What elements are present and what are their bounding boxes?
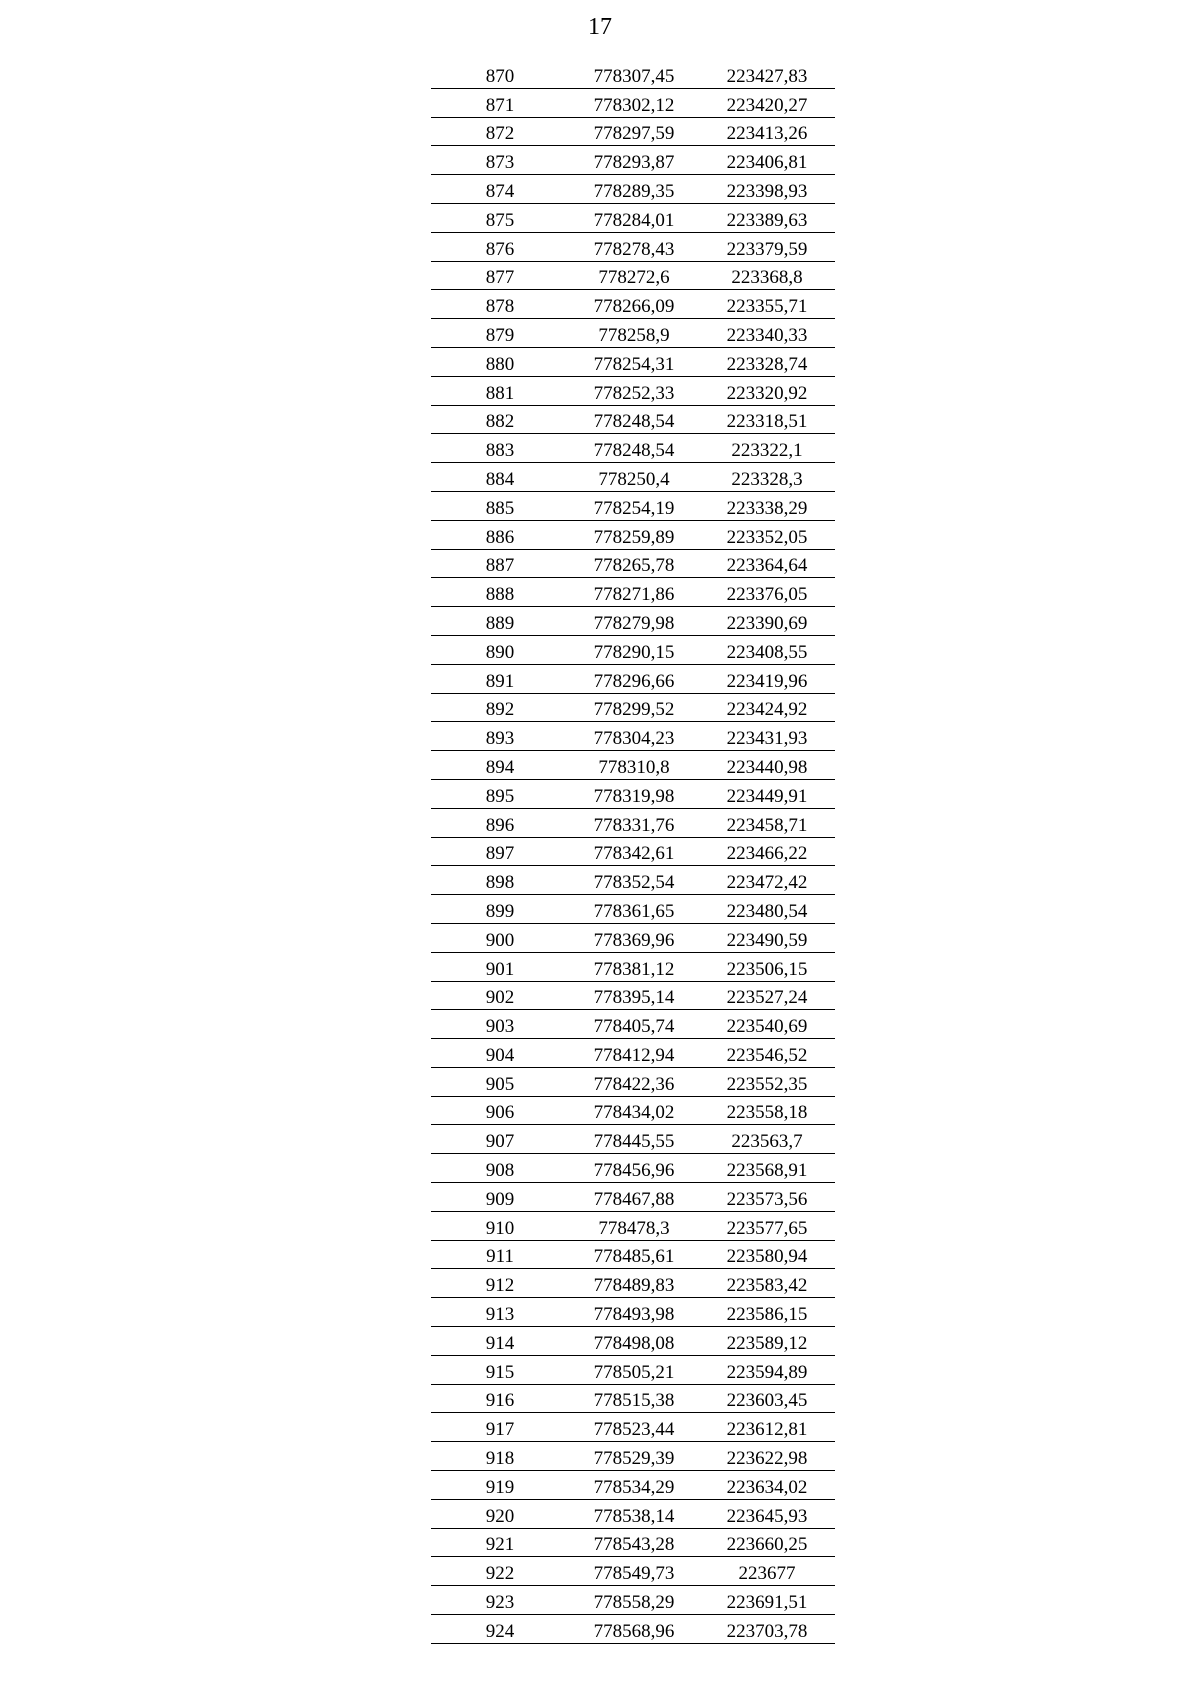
point-number-cell: 890 bbox=[431, 635, 569, 664]
point-number-cell: 912 bbox=[431, 1269, 569, 1298]
y-coordinate-cell: 223379,59 bbox=[699, 232, 835, 261]
point-number-cell: 896 bbox=[431, 808, 569, 837]
x-coordinate-cell: 778293,87 bbox=[569, 146, 699, 175]
point-number-cell: 900 bbox=[431, 923, 569, 952]
point-number-cell: 894 bbox=[431, 751, 569, 780]
y-coordinate-cell: 223364,64 bbox=[699, 549, 835, 578]
x-coordinate-cell: 778381,12 bbox=[569, 952, 699, 981]
point-number-cell: 910 bbox=[431, 1211, 569, 1240]
x-coordinate-cell: 778405,74 bbox=[569, 1010, 699, 1039]
point-number-cell: 879 bbox=[431, 319, 569, 348]
point-number-cell: 909 bbox=[431, 1183, 569, 1212]
table-row bbox=[431, 232, 835, 261]
table-row bbox=[431, 866, 835, 895]
table-row bbox=[431, 376, 835, 405]
y-coordinate-cell: 223603,45 bbox=[699, 1384, 835, 1413]
x-coordinate-cell: 778310,8 bbox=[569, 751, 699, 780]
table-row bbox=[431, 1067, 835, 1096]
y-coordinate-cell: 223322,1 bbox=[699, 434, 835, 463]
table-row bbox=[431, 1413, 835, 1442]
y-coordinate-cell: 223573,56 bbox=[699, 1183, 835, 1212]
point-number-cell: 888 bbox=[431, 578, 569, 607]
point-number-cell: 898 bbox=[431, 866, 569, 895]
x-coordinate-cell: 778412,94 bbox=[569, 1039, 699, 1068]
table-row bbox=[431, 491, 835, 520]
point-number-cell: 914 bbox=[431, 1327, 569, 1356]
x-coordinate-cell: 778290,15 bbox=[569, 635, 699, 664]
point-number-cell: 902 bbox=[431, 981, 569, 1010]
x-coordinate-cell: 778258,9 bbox=[569, 319, 699, 348]
y-coordinate-cell: 223594,89 bbox=[699, 1355, 835, 1384]
y-coordinate-cell: 223480,54 bbox=[699, 895, 835, 924]
point-number-cell: 880 bbox=[431, 347, 569, 376]
table-row bbox=[431, 1327, 835, 1356]
x-coordinate-cell: 778534,29 bbox=[569, 1471, 699, 1500]
x-coordinate-cell: 778302,12 bbox=[569, 88, 699, 117]
point-number-cell: 874 bbox=[431, 175, 569, 204]
point-number-cell: 901 bbox=[431, 952, 569, 981]
x-coordinate-cell: 778297,59 bbox=[569, 117, 699, 146]
y-coordinate-cell: 223408,55 bbox=[699, 635, 835, 664]
x-coordinate-cell: 778489,83 bbox=[569, 1269, 699, 1298]
y-coordinate-cell: 223589,12 bbox=[699, 1327, 835, 1356]
table-row bbox=[431, 1240, 835, 1269]
y-coordinate-cell: 223427,83 bbox=[699, 60, 835, 88]
point-number-cell: 881 bbox=[431, 376, 569, 405]
x-coordinate-cell: 778278,43 bbox=[569, 232, 699, 261]
y-coordinate-cell: 223338,29 bbox=[699, 491, 835, 520]
table-row bbox=[431, 1183, 835, 1212]
x-coordinate-cell: 778558,29 bbox=[569, 1586, 699, 1615]
x-coordinate-cell: 778254,19 bbox=[569, 491, 699, 520]
point-number-cell: 885 bbox=[431, 491, 569, 520]
x-coordinate-cell: 778352,54 bbox=[569, 866, 699, 895]
point-number-cell: 919 bbox=[431, 1471, 569, 1500]
y-coordinate-cell: 223340,33 bbox=[699, 319, 835, 348]
x-coordinate-cell: 778456,96 bbox=[569, 1154, 699, 1183]
x-coordinate-cell: 778266,09 bbox=[569, 290, 699, 319]
x-coordinate-cell: 778543,28 bbox=[569, 1528, 699, 1557]
y-coordinate-cell: 223558,18 bbox=[699, 1096, 835, 1125]
table-row bbox=[431, 578, 835, 607]
x-coordinate-cell: 778467,88 bbox=[569, 1183, 699, 1212]
point-number-cell: 903 bbox=[431, 1010, 569, 1039]
y-coordinate-cell: 223352,05 bbox=[699, 520, 835, 549]
point-number-cell: 922 bbox=[431, 1557, 569, 1586]
x-coordinate-cell: 778498,08 bbox=[569, 1327, 699, 1356]
x-coordinate-cell: 778515,38 bbox=[569, 1384, 699, 1413]
table-row bbox=[431, 1269, 835, 1298]
y-coordinate-cell: 223563,7 bbox=[699, 1125, 835, 1154]
table-row bbox=[431, 347, 835, 376]
y-coordinate-cell: 223660,25 bbox=[699, 1528, 835, 1557]
table-row bbox=[431, 1154, 835, 1183]
y-coordinate-cell: 223577,65 bbox=[699, 1211, 835, 1240]
x-coordinate-cell: 778307,45 bbox=[569, 60, 699, 88]
table-row bbox=[431, 1010, 835, 1039]
x-coordinate-cell: 778299,52 bbox=[569, 693, 699, 722]
y-coordinate-cell: 223398,93 bbox=[699, 175, 835, 204]
point-number-cell: 872 bbox=[431, 117, 569, 146]
y-coordinate-cell: 223420,27 bbox=[699, 88, 835, 117]
table-row bbox=[431, 1615, 835, 1644]
table-row bbox=[431, 693, 835, 722]
table-row bbox=[431, 60, 835, 88]
point-number-cell: 907 bbox=[431, 1125, 569, 1154]
point-number-cell: 895 bbox=[431, 779, 569, 808]
point-number-cell: 906 bbox=[431, 1096, 569, 1125]
y-coordinate-cell: 223390,69 bbox=[699, 607, 835, 636]
point-number-cell: 884 bbox=[431, 463, 569, 492]
x-coordinate-cell: 778493,98 bbox=[569, 1298, 699, 1327]
y-coordinate-cell: 223466,22 bbox=[699, 837, 835, 866]
y-coordinate-cell: 223691,51 bbox=[699, 1586, 835, 1615]
y-coordinate-cell: 223328,74 bbox=[699, 347, 835, 376]
y-coordinate-cell: 223440,98 bbox=[699, 751, 835, 780]
x-coordinate-cell: 778505,21 bbox=[569, 1355, 699, 1384]
table-row bbox=[431, 463, 835, 492]
x-coordinate-cell: 778259,89 bbox=[569, 520, 699, 549]
table-row bbox=[431, 1355, 835, 1384]
y-coordinate-cell: 223320,92 bbox=[699, 376, 835, 405]
table-row bbox=[431, 952, 835, 981]
y-coordinate-cell: 223622,98 bbox=[699, 1442, 835, 1471]
y-coordinate-cell: 223527,24 bbox=[699, 981, 835, 1010]
x-coordinate-cell: 778296,66 bbox=[569, 664, 699, 693]
table-row bbox=[431, 1298, 835, 1327]
y-coordinate-cell: 223506,15 bbox=[699, 952, 835, 981]
table-row bbox=[431, 923, 835, 952]
x-coordinate-cell: 778523,44 bbox=[569, 1413, 699, 1442]
point-number-cell: 876 bbox=[431, 232, 569, 261]
point-number-cell: 873 bbox=[431, 146, 569, 175]
y-coordinate-cell: 223368,8 bbox=[699, 261, 835, 290]
coordinates-table-body bbox=[431, 60, 835, 1643]
table-row bbox=[431, 837, 835, 866]
point-number-cell: 875 bbox=[431, 203, 569, 232]
x-coordinate-cell: 778284,01 bbox=[569, 203, 699, 232]
point-number-cell: 870 bbox=[431, 60, 569, 88]
table-row bbox=[431, 146, 835, 175]
x-coordinate-cell: 778395,14 bbox=[569, 981, 699, 1010]
y-coordinate-cell: 223612,81 bbox=[699, 1413, 835, 1442]
point-number-cell: 911 bbox=[431, 1240, 569, 1269]
y-coordinate-cell: 223318,51 bbox=[699, 405, 835, 434]
x-coordinate-cell: 778331,76 bbox=[569, 808, 699, 837]
x-coordinate-cell: 778361,65 bbox=[569, 895, 699, 924]
point-number-cell: 891 bbox=[431, 664, 569, 693]
y-coordinate-cell: 223677 bbox=[699, 1557, 835, 1586]
y-coordinate-cell: 223586,15 bbox=[699, 1298, 835, 1327]
table-row bbox=[431, 88, 835, 117]
table-row bbox=[431, 1586, 835, 1615]
y-coordinate-cell: 223419,96 bbox=[699, 664, 835, 693]
table-row bbox=[431, 1384, 835, 1413]
point-number-cell: 923 bbox=[431, 1586, 569, 1615]
x-coordinate-cell: 778248,54 bbox=[569, 434, 699, 463]
x-coordinate-cell: 778279,98 bbox=[569, 607, 699, 636]
point-number-cell: 920 bbox=[431, 1499, 569, 1528]
x-coordinate-cell: 778271,86 bbox=[569, 578, 699, 607]
x-coordinate-cell: 778254,31 bbox=[569, 347, 699, 376]
table-row bbox=[431, 261, 835, 290]
point-number-cell: 897 bbox=[431, 837, 569, 866]
table-row bbox=[431, 808, 835, 837]
y-coordinate-cell: 223449,91 bbox=[699, 779, 835, 808]
table-row bbox=[431, 779, 835, 808]
table-row bbox=[431, 751, 835, 780]
table-row bbox=[431, 895, 835, 924]
x-coordinate-cell: 778252,33 bbox=[569, 376, 699, 405]
table-row bbox=[431, 520, 835, 549]
y-coordinate-cell: 223580,94 bbox=[699, 1240, 835, 1269]
y-coordinate-cell: 223389,63 bbox=[699, 203, 835, 232]
point-number-cell: 924 bbox=[431, 1615, 569, 1644]
y-coordinate-cell: 223583,42 bbox=[699, 1269, 835, 1298]
x-coordinate-cell: 778445,55 bbox=[569, 1125, 699, 1154]
y-coordinate-cell: 223552,35 bbox=[699, 1067, 835, 1096]
x-coordinate-cell: 778319,98 bbox=[569, 779, 699, 808]
table-row bbox=[431, 175, 835, 204]
x-coordinate-cell: 778568,96 bbox=[569, 1615, 699, 1644]
x-coordinate-cell: 778422,36 bbox=[569, 1067, 699, 1096]
table-row bbox=[431, 1039, 835, 1068]
x-coordinate-cell: 778342,61 bbox=[569, 837, 699, 866]
point-number-cell: 921 bbox=[431, 1528, 569, 1557]
point-number-cell: 892 bbox=[431, 693, 569, 722]
y-coordinate-cell: 223490,59 bbox=[699, 923, 835, 952]
x-coordinate-cell: 778289,35 bbox=[569, 175, 699, 204]
table-row bbox=[431, 405, 835, 434]
table-row bbox=[431, 549, 835, 578]
y-coordinate-cell: 223645,93 bbox=[699, 1499, 835, 1528]
x-coordinate-cell: 778265,78 bbox=[569, 549, 699, 578]
y-coordinate-cell: 223328,3 bbox=[699, 463, 835, 492]
y-coordinate-cell: 223406,81 bbox=[699, 146, 835, 175]
y-coordinate-cell: 223703,78 bbox=[699, 1615, 835, 1644]
y-coordinate-cell: 223568,91 bbox=[699, 1154, 835, 1183]
x-coordinate-cell: 778369,96 bbox=[569, 923, 699, 952]
point-number-cell: 871 bbox=[431, 88, 569, 117]
table-row bbox=[431, 1442, 835, 1471]
page-number: 17 bbox=[588, 14, 612, 40]
point-number-cell: 908 bbox=[431, 1154, 569, 1183]
coordinates-table bbox=[431, 60, 835, 1644]
point-number-cell: 916 bbox=[431, 1384, 569, 1413]
y-coordinate-cell: 223472,42 bbox=[699, 866, 835, 895]
table-row bbox=[431, 1125, 835, 1154]
point-number-cell: 889 bbox=[431, 607, 569, 636]
y-coordinate-cell: 223355,71 bbox=[699, 290, 835, 319]
y-coordinate-cell: 223431,93 bbox=[699, 722, 835, 751]
x-coordinate-cell: 778272,6 bbox=[569, 261, 699, 290]
y-coordinate-cell: 223413,26 bbox=[699, 117, 835, 146]
table-row bbox=[431, 1096, 835, 1125]
table-row bbox=[431, 319, 835, 348]
x-coordinate-cell: 778250,4 bbox=[569, 463, 699, 492]
table-row bbox=[431, 664, 835, 693]
point-number-cell: 918 bbox=[431, 1442, 569, 1471]
y-coordinate-cell: 223424,92 bbox=[699, 693, 835, 722]
table-row bbox=[431, 434, 835, 463]
x-coordinate-cell: 778529,39 bbox=[569, 1442, 699, 1471]
point-number-cell: 915 bbox=[431, 1355, 569, 1384]
point-number-cell: 878 bbox=[431, 290, 569, 319]
table-row bbox=[431, 607, 835, 636]
y-coordinate-cell: 223634,02 bbox=[699, 1471, 835, 1500]
point-number-cell: 905 bbox=[431, 1067, 569, 1096]
y-coordinate-cell: 223540,69 bbox=[699, 1010, 835, 1039]
x-coordinate-cell: 778538,14 bbox=[569, 1499, 699, 1528]
table-row bbox=[431, 722, 835, 751]
point-number-cell: 886 bbox=[431, 520, 569, 549]
table-row bbox=[431, 290, 835, 319]
table-row bbox=[431, 1499, 835, 1528]
point-number-cell: 913 bbox=[431, 1298, 569, 1327]
x-coordinate-cell: 778485,61 bbox=[569, 1240, 699, 1269]
x-coordinate-cell: 778248,54 bbox=[569, 405, 699, 434]
y-coordinate-cell: 223458,71 bbox=[699, 808, 835, 837]
table-row bbox=[431, 1471, 835, 1500]
x-coordinate-cell: 778304,23 bbox=[569, 722, 699, 751]
point-number-cell: 877 bbox=[431, 261, 569, 290]
point-number-cell: 882 bbox=[431, 405, 569, 434]
table-row bbox=[431, 203, 835, 232]
x-coordinate-cell: 778478,3 bbox=[569, 1211, 699, 1240]
table-row bbox=[431, 1211, 835, 1240]
y-coordinate-cell: 223546,52 bbox=[699, 1039, 835, 1068]
point-number-cell: 887 bbox=[431, 549, 569, 578]
table-row bbox=[431, 1557, 835, 1586]
x-coordinate-cell: 778549,73 bbox=[569, 1557, 699, 1586]
table-row bbox=[431, 1528, 835, 1557]
table-row bbox=[431, 117, 835, 146]
point-number-cell: 917 bbox=[431, 1413, 569, 1442]
y-coordinate-cell: 223376,05 bbox=[699, 578, 835, 607]
table-row bbox=[431, 981, 835, 1010]
table-row bbox=[431, 635, 835, 664]
point-number-cell: 904 bbox=[431, 1039, 569, 1068]
point-number-cell: 899 bbox=[431, 895, 569, 924]
point-number-cell: 893 bbox=[431, 722, 569, 751]
point-number-cell: 883 bbox=[431, 434, 569, 463]
x-coordinate-cell: 778434,02 bbox=[569, 1096, 699, 1125]
